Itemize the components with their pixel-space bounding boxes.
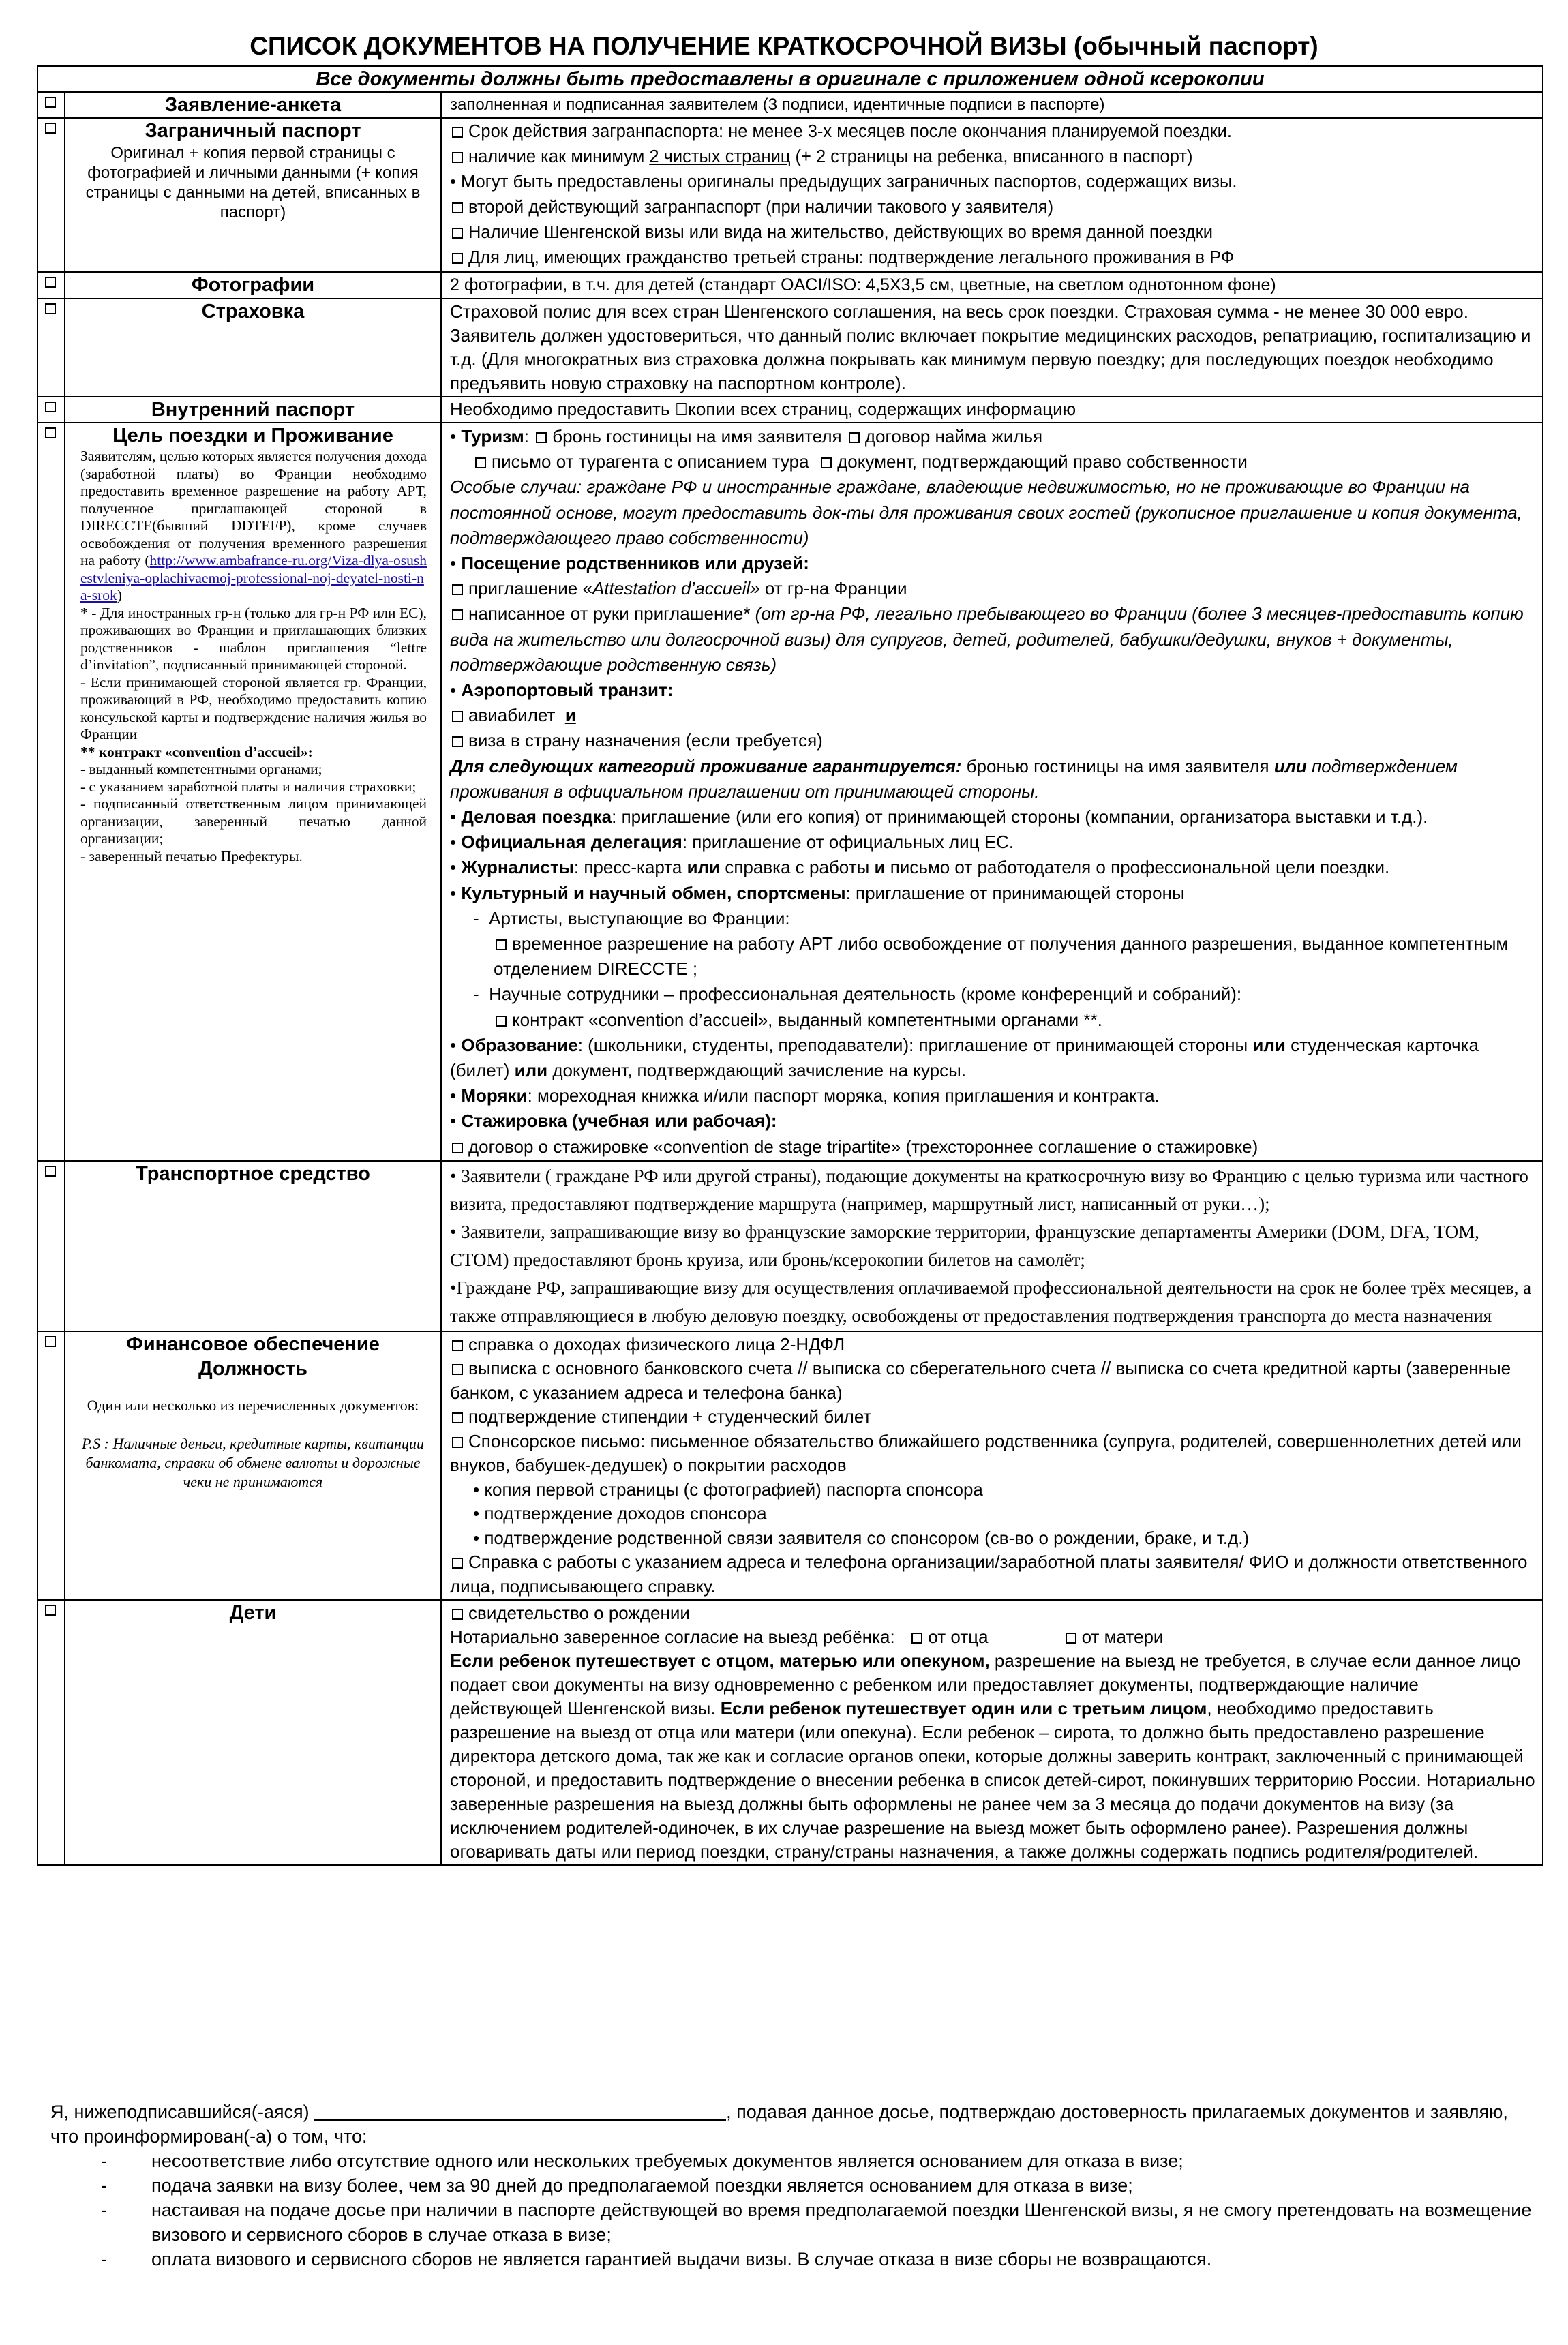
detail-cell (441, 397, 1543, 423)
finance-subline: • копия первой страницы (с фотографией) паспорта спонсора (473, 1479, 983, 1500)
note-french-citizen: - Если принимающей стороной является гр. Франции, проживающий в РФ, необходимо предоставить копию консульской карты и подтверждение наличия жилья во Франции (80, 674, 427, 742)
note-item: - выданный компетентными органами; (80, 761, 322, 777)
detail-line: наличие как минимум 2 чистых страниц (+ 2 страницы на ребенка, вписанного в паспорт) (450, 145, 1535, 170)
checkbox-icon[interactable] (452, 609, 463, 620)
checkbox-cell (37, 1600, 65, 1865)
checkbox-cell (37, 272, 65, 299)
transport-item: • Заявители ( граждане РФ или другой страны), подающие документы на краткосрочную визу во Францию с целью туризма или частного визита, предоставляют подтверждение маршрута (например, маршрутный лист, написанный от руки…); (450, 1165, 1528, 1214)
row-detail: заполненная и подписанная заявителем (3 подписи, идентичные подписи в паспорте) (450, 95, 1105, 114)
row-detail: Страховой полис для всех стран Шенгенского соглашения, на весь срок поездки. Страховая сумма - не менее 30 000 евро. Заявитель должен удостовериться, что данный полис включает покрытие медицинских расходов, репатриацию, госпитализацию и т.д. (Для многократных виз страховка должна покрывать как минимум первую поездку; для последующих поездок необходимо предъявить новую страховку на паспортном контроле). (450, 301, 1531, 393)
checkbox-cell (37, 423, 65, 1161)
children-line: свидетельство о рождении (450, 1601, 1535, 1625)
detail-cell (441, 1161, 1543, 1331)
row-children (37, 1600, 1543, 1865)
signature-name-field[interactable] (314, 2102, 726, 2121)
checkbox-icon[interactable] (452, 736, 463, 747)
note-invitation-template: * - Для иностранных гр-н (только для гр-н РФ или ЕС), проживающих во Франции и приглашающих близких родственников - шаблон приглашения “lettre d’invitation”, подписанный принимающей стороной. (80, 604, 427, 673)
checkbox-icon[interactable] (452, 202, 463, 213)
note-item: - подписанный ответственным лицом принимающей организации, заверенный печатью данной организации; (80, 796, 427, 847)
note-item: - с указанием заработной платы и наличия страховки; (80, 778, 417, 795)
special-cases: Особые случаи: граждане РФ и иностранные граждане, владеющие недвижимостью, но не проживающие во Франции на постоянной основе, могут предоставить док-ты для проживания своих гостей (рукописное приглашение и копия документа, подтверждающего право собственности) (450, 476, 1522, 548)
tourism-line: • Туризм: бронь гостиницы на имя заявителя договор найма жилья (450, 426, 1043, 447)
detail-line: Срок действия загранпаспорта: не менее 3-х месяцев после окончания планируемой поездки. (450, 119, 1535, 145)
checkbox-icon[interactable] (452, 1340, 463, 1351)
row-label: Дети (229, 1602, 277, 1624)
declaration-item: - настаивая на подаче досье при наличии в паспорте действующей во время предполагаемой поездки Шенгенской визы, я не смогу претендовать на возмещение визового и сервисного сборов в случае отказа в визе; (101, 2200, 1532, 2245)
documents-table (37, 65, 1543, 1866)
finance-line: выписка с основного банковского счета // выписка со сберегательного счета // выписка со счета кредитной карты (заверенные банком, с указанием адреса и телефона банка) (450, 1358, 1511, 1403)
sailors-line: • Моряки: мореходная книжка и/или паспорт моряка, копия приглашения и контракта. (450, 1085, 1160, 1106)
checkbox-icon[interactable] (452, 1558, 463, 1569)
row-label: Страховка (201, 301, 305, 322)
declaration-item: - оплата визового и сервисного сборов не является гарантией выдачи визы. В случае отказа в визе сборы не возвращаются. (101, 2249, 1212, 2269)
relatives-line: написанное от руки приглашение* (от гр-на РФ, легально пребывающего во Франции (более 3 месяцев-предоставить копию вида на жительство или долгосрочной визы) для супругов, детей, родителей, бабушки/дедушки, внуков + документы, подтверждающие родственную связь) (450, 603, 1524, 675)
checkbox-icon[interactable] (849, 432, 860, 443)
label-cell (65, 1600, 441, 1865)
row-label: Транспортное средство (136, 1162, 370, 1185)
detail-cell (441, 272, 1543, 299)
checkbox-photos[interactable] (45, 277, 56, 288)
detail-line: Для лиц, имеющих гражданство третьей страны: подтверждение легального проживания в РФ (450, 245, 1535, 271)
checkbox-children[interactable] (45, 1605, 56, 1616)
row-label: Фотографии (191, 274, 315, 296)
checkbox-cell (37, 1331, 65, 1601)
declaration-item: - несоответствие либо отсутствие одного или нескольких требуемых документов является основанием для отказа в визе; (101, 2151, 1183, 2171)
checkbox-cell (37, 118, 65, 272)
relatives-heading: • Посещение родственников или друзей: (450, 553, 809, 574)
purpose-notes (65, 448, 440, 865)
detail-cell (441, 423, 1543, 1161)
checkbox-icon[interactable] (1066, 1633, 1076, 1644)
label-cell (65, 1161, 441, 1331)
detail-line: • Могут быть предоставлены оригиналы предыдущих заграничных паспортов, содержащих визы. (450, 172, 1237, 192)
artists-line: - Артисты, выступающие во Франции: (473, 907, 790, 928)
checkbox-icon[interactable] (452, 1143, 463, 1153)
row-passport (37, 118, 1543, 272)
row-label: Должность (198, 1357, 307, 1380)
checkbox-finance[interactable] (45, 1336, 56, 1347)
row-label: Финансовое обеспечение (126, 1333, 380, 1355)
checkbox-passport[interactable] (45, 123, 56, 134)
row-purpose (37, 423, 1543, 1161)
finance-subline: • подтверждение родственной связи заявителя со спонсором (св-во о рождении, браке, и т.д.) (473, 1527, 1250, 1548)
finance-line: подтверждение стипендии + студенческий билет (450, 1405, 1535, 1429)
checkbox-purpose[interactable] (45, 427, 56, 438)
row-insurance (37, 299, 1543, 397)
checkbox-icon[interactable] (452, 152, 463, 163)
checkbox-cell (37, 1161, 65, 1331)
finance-line: Справка с работы с указанием адреса и телефона организации/заработной платы заявителя/ ФИО и должности ответственного лица, подписывающего справку. (450, 1552, 1528, 1597)
bullet-icon: • (450, 172, 456, 192)
label-cell (65, 1331, 441, 1601)
checkbox-insurance[interactable] (45, 303, 56, 314)
tourism-line: письмо от турагента с описанием тура документ, подтверждающий право собственности (450, 449, 1535, 474)
checkbox-icon[interactable] (452, 1437, 463, 1448)
row-label: Заграничный паспорт (145, 120, 361, 142)
row-detail: Необходимо предоставить копии всех страниц, содержащих информацию (450, 399, 1063, 419)
culture-line: • Культурный и научный обмен, спортсмены: приглашение от принимающей стороны (450, 882, 1185, 903)
transport-item: • Заявители, запрашивающие визу во французские заморские территории, французские департаменты Америки (DOM, DFA, TOM, CTOM) предоставляют бронь круиза, или бронь/ксерокопии билетов на самолёт; (450, 1221, 1479, 1270)
row-label: Цель поездки и Проживание (112, 425, 393, 447)
checkbox-internal-passport[interactable] (45, 402, 56, 412)
label-cell (65, 92, 441, 118)
internship-heading: • Стажировка (учебная или рабочая): (450, 1110, 777, 1132)
delegation-line: • Официальная делегация: приглашение от официальных лиц ЕС. (450, 832, 1014, 853)
internship-line: договор о стажировке «convention de stage tripartite» (трехстороннее соглашение о стажировке) (450, 1134, 1535, 1160)
ambafrance-link[interactable]: http://www.ambafrance-ru.org/Viza-dlya-osushestvleniya-oplachivaemoj-professional-noj-deyatel-nosti-na-srok (80, 552, 427, 603)
declaration-item: - подача заявки на визу более, чем за 90 дней до предполагаемой поездки является основанием для отказа в визе; (101, 2175, 1133, 2196)
checkbox-icon[interactable] (452, 1609, 463, 1620)
note-item: - заверенный печатью Префектуры. (80, 847, 303, 864)
journalists-line: • Журналисты: пресс-карта или справка с работы и письмо от работодателя о профессиональной цели поездки. (450, 857, 1390, 878)
row-sublabel: Оригинал + копия первой страницы с фотографией и личными данными (+ копия страницы с данными на детей, вписанных в паспорт) (85, 144, 421, 222)
checkbox-cell (37, 299, 65, 397)
detail-cell (441, 118, 1543, 272)
checkbox-icon[interactable] (475, 457, 486, 468)
checkbox-icon[interactable] (452, 253, 463, 264)
finance-ps: P.S : Наличные деньги, кредитные карты, квитанции банкомата, справки об обмене валюты и дорожные чеки не принимаются (82, 1434, 424, 1490)
banner-row (37, 66, 1543, 92)
business-line: • Деловая поездка: приглашение (или его копия) от принимающей стороны (компании, организатора выставки и т.д.). (450, 806, 1428, 828)
detail-line: второй действующий загранпаспорт (при наличии такового у заявителя) (450, 195, 1535, 220)
transit-heading: • Аэропортовый транзит: (450, 680, 674, 701)
detail-cell (441, 1331, 1543, 1601)
checkbox-transport[interactable] (45, 1166, 56, 1177)
relatives-line: приглашение «Attestation d’accueil» от гр-на Франции (450, 576, 1535, 601)
children-line: Нотариально заверенное согласие на выезд ребёнка: от отца от матери (450, 1627, 1164, 1648)
label-cell (65, 272, 441, 299)
label-cell (65, 397, 441, 423)
scientists-line: - Научные сотрудники – профессиональная деятельность (кроме конференций и собраний): (473, 984, 1242, 1005)
checkbox-icon[interactable] (821, 457, 832, 468)
artists-option: временное разрешение на работу АРТ либо освобождение от получения данного разрешения, выданное компетентным отделением DIRECCTE ; (494, 933, 1509, 980)
checkbox-cell (37, 92, 65, 118)
finance-note: Один или несколько из перечисленных документов: (87, 1396, 419, 1414)
declaration (50, 2100, 1537, 2271)
row-label: Внутренний паспорт (151, 399, 355, 421)
page-title: СПИСОК ДОКУМЕНТОВ НА ПОЛУЧЕНИЕ КРАТКОСРОЧНОЙ ВИЗЫ (обычный паспорт) (250, 32, 1318, 60)
finance-subline: • подтверждение доходов спонсора (473, 1503, 767, 1524)
detail-cell (441, 92, 1543, 118)
checkbox-icon[interactable] (452, 127, 463, 138)
transit-line: виза в страну назначения (если требуется) (450, 728, 1535, 753)
row-photos (37, 272, 1543, 299)
checkbox-application[interactable] (45, 97, 56, 108)
row-finance (37, 1331, 1543, 1601)
transit-line: авиабилет и (450, 703, 1535, 728)
checkbox-icon[interactable] (452, 1364, 463, 1375)
row-detail: 2 фотографии, в т.ч. для детей (стандарт OACI/ISO: 4,5Х3,5 см, цветные, на светлом однотонном фоне) (450, 275, 1276, 294)
note-work-permit: Заявителям, целью которых является получения дохода (заработной платы) во Франции необходимо предоставить временное разрешение на работу АРТ, полученное приглашающей стороной в DIRECCTE(бывший DDTEFP), кроме случаев освобождения от получения временного разрешения на работу (http://www.ambafrance-ru.org/Viza-dlya-osushestvleniya-oplachivaemoj-professional-noj-deyatel-nosti-na-srok) (80, 448, 427, 603)
checkbox-icon[interactable] (452, 228, 463, 239)
guaranteed-accommodation: Для следующих категорий проживание гарантируется: бронью гостиницы на имя заявителя или подтверждением проживания в официальном приглашении от принимающей стороны. (450, 755, 1458, 802)
education-line: • Образование: (школьники, студенты, преподаватели): приглашение от принимающей стороны или студенческая карточка (билет) или документ, подтверждающий зачисление на курсы. (450, 1034, 1479, 1081)
detail-line: Наличие Шенгенской визы или вида на жительство, действующих во время данной поездки (450, 220, 1535, 245)
row-transport (37, 1161, 1543, 1331)
label-cell (65, 118, 441, 272)
detail-cell (441, 1600, 1543, 1865)
declaration-intro: Я, нижеподписавшийся(-аяся) , подавая данное досье, подтверждаю достоверность прилагаемых документов и заявляю, что проинформирован(-а) о том, что: (50, 2102, 1508, 2147)
checkbox-icon[interactable] (452, 1412, 463, 1423)
label-cell (65, 423, 441, 1161)
checkbox-icon[interactable] (452, 584, 463, 595)
finance-line: справка о доходах физического лица 2-НДФЛ (450, 1333, 1535, 1357)
row-internal-passport (37, 397, 1543, 423)
row-label: Заявление-анкета (164, 94, 342, 116)
row-application (37, 92, 1543, 118)
checkbox-icon[interactable] (496, 1016, 507, 1027)
detail-cell (441, 299, 1543, 397)
transport-item: •Граждане РФ, запрашивающие визу для осуществления оплачиваемой профессиональной деятельности на срок не более трёх месяцев, а также отправляющиеся в любую деловую поездку, освобождены от предоставления подтверждения транспорта до места назначения (450, 1277, 1532, 1326)
children-text: Если ребенок путешествует с отцом, матерью или опекуном, разрешение на выезд не требуется, в случае если данное лицо подает свои документы на визу одновременно с ребенком или предоставляет документы, подтверждающие наличие действующей Шенгенской визы. Если ребенок путешествует один или с третьим лицом, необходимо предоставить разрешение на выезд от отца или матери (или опекуна). Если ребенок – сирота, то должно быть предоставлено разрешение директора детского дома, так же как и согласие органов опеки, которые должны заверить контракт, заключенный с принимающей стороной, и предоставить подтверждение о внесении ребенка в список детей-сирот, покинувших территорию России. Нотариально заверенные разрешения на выезд должны быть оформлены не ранее чем за 3 месяца до подачи документов на визу (за исключением родителей-одиночек, в их случае разрешение на выезд может быть оформлено ранее). Разрешения должны оговаривать даты или период поездки, страну/страны назначения, а также должны содержать подпись родителя/родителей. (450, 1650, 1535, 1862)
finance-line: Спонсорское письмо: письменное обязательство ближайшего родственника (супруга, родителей, совершеннолетних детей или внуков, бабушек-дедушек) о покрытии расходов (450, 1430, 1522, 1476)
banner: Все документы должны быть предоставлены в оригинале с приложением одной ксерокопии (37, 66, 1543, 92)
checkbox-cell (37, 397, 65, 423)
checkbox-icon[interactable] (911, 1633, 922, 1644)
note-convention-heading: ** контракт «convention d’accueil»: (80, 743, 313, 760)
label-cell (65, 299, 441, 397)
checkbox-icon[interactable] (496, 939, 507, 950)
declaration-list (50, 2149, 1537, 2271)
checkbox-icon[interactable] (452, 711, 463, 722)
scientists-option: контракт «convention d’accueil», выданный компетентными органами **. (450, 1008, 1535, 1033)
checkbox-icon[interactable] (536, 432, 547, 443)
